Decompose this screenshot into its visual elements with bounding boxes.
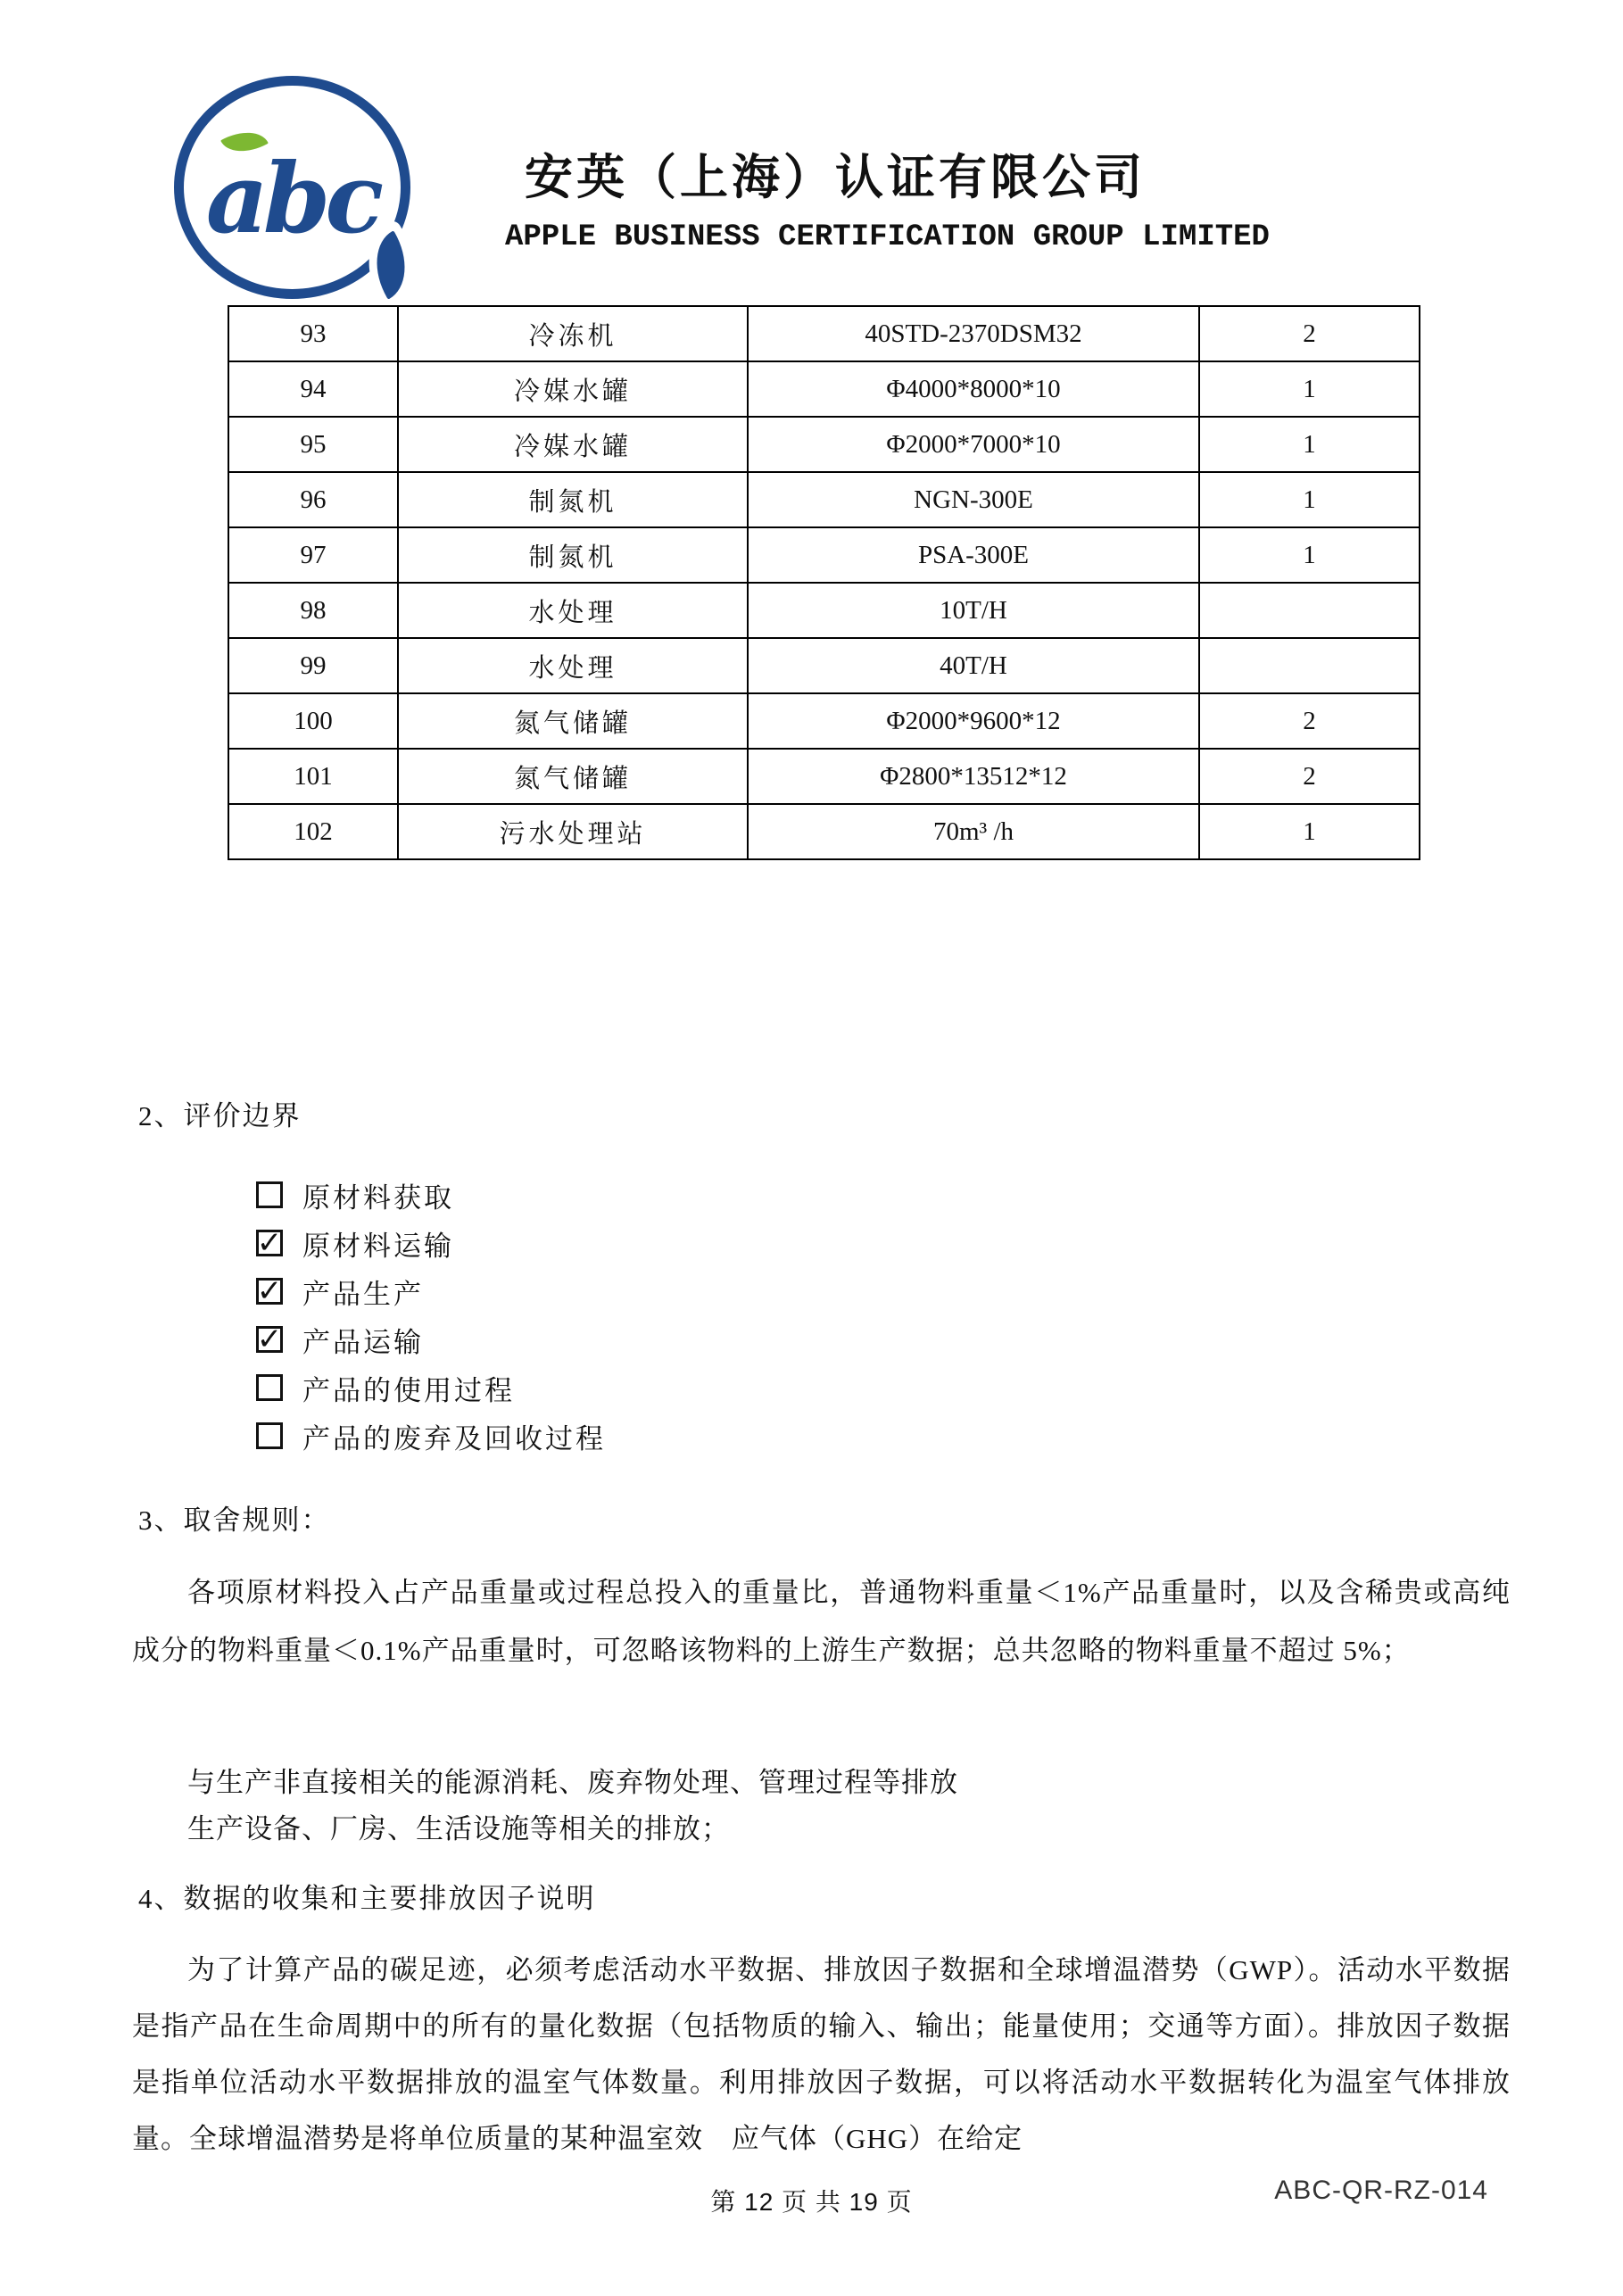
table-row [228,693,1420,749]
cell-index: 93 [228,306,398,361]
cell-quantity [1199,583,1420,638]
cell-model: 40STD-2370DSM32 [748,306,1199,361]
company-name-zh: 安英（上海）认证有限公司 [525,151,1146,204]
cell-name: 冷媒水罐 [398,417,748,472]
checkbox-checked-icon: ✓ [256,1322,283,1357]
cell-model: PSA-300E [748,527,1199,583]
checkbox-label: 原材料运输 [302,1230,454,1262]
cell-name: 氮气储罐 [398,749,748,804]
cell-name: 冷媒水罐 [398,361,748,417]
cell-index: 94 [228,361,398,417]
cell-name: 水处理 [398,638,748,693]
table-row [228,306,1420,361]
cell-index: 98 [228,583,398,638]
cell-index: 97 [228,527,398,583]
table-row [228,417,1420,472]
cell-quantity: 1 [1199,417,1420,472]
checkbox-unchecked-icon [256,1181,283,1208]
table-row [228,749,1420,804]
checkbox-label: 产品生产 [302,1278,424,1310]
equipment-table [228,305,1420,860]
cell-model: Φ2000*9600*12 [748,693,1199,749]
cell-name: 氮气储罐 [398,693,748,749]
document-code: ABC-QR-RZ-014 [1274,2176,1488,2205]
checkbox-item [256,1315,606,1364]
cell-model: NGN-300E [748,472,1199,527]
logo-text: abc [205,142,379,255]
cell-index: 102 [228,804,398,859]
cell-quantity: 1 [1199,361,1420,417]
cell-name: 冷冻机 [398,306,748,361]
cell-model: Φ4000*8000*10 [748,361,1199,417]
checkbox-label: 产品运输 [302,1326,424,1358]
cell-index: 100 [228,693,398,749]
cell-quantity: 1 [1199,472,1420,527]
cell-model: Φ2800*13512*12 [748,749,1199,804]
cell-name: 水处理 [398,583,748,638]
company-logo [174,76,410,299]
cell-quantity: 2 [1199,749,1420,804]
checkbox-unchecked-icon [256,1422,283,1449]
section-heading-cutoff: 3、取舍规则： [138,1504,331,1536]
cell-name: 制氮机 [398,527,748,583]
checkbox-item [256,1364,606,1412]
table-row [228,361,1420,417]
cell-quantity: 1 [1199,804,1420,859]
cutoff-note-line: 与生产非直接相关的能源消耗、废弃物处理、管理过程等排放 [187,1767,958,1798]
cell-index: 96 [228,472,398,527]
cell-quantity: 2 [1199,306,1420,361]
checkbox-label: 产品的使用过程 [302,1374,515,1406]
section-heading-data-collection: 4、数据的收集和主要排放因子说明 [138,1883,596,1914]
cell-index: 99 [228,638,398,693]
page-number: 第 12 页 共 19 页 [710,2188,913,2216]
checkbox-label: 原材料获取 [302,1181,454,1214]
cell-name: 制氮机 [398,472,748,527]
checkbox-item [256,1412,606,1460]
checkbox-item [256,1267,606,1315]
section-heading-boundary: 2、评价边界 [138,1100,302,1131]
checkbox-item [256,1171,606,1219]
cell-model: 10T/H [748,583,1199,638]
company-name-en: APPLE BUSINESS CERTIFICATION GROUP LIMITED [505,220,1270,254]
checkbox-checked-icon: ✓ [256,1273,283,1309]
table-row [228,527,1420,583]
cell-quantity: 1 [1199,527,1420,583]
cell-name: 污水处理站 [398,804,748,859]
cell-model: 40T/H [748,638,1199,693]
table-row [228,583,1420,638]
boundary-checkbox-list [256,1171,606,1460]
cell-quantity: 2 [1199,693,1420,749]
cell-index: 101 [228,749,398,804]
checkbox-label: 产品的废弃及回收过程 [302,1422,606,1455]
table-row [228,472,1420,527]
cutoff-paragraph: 各项原材料投入占产品重量或过程总投入的重量比，普通物料重量＜1%产品重量时，以及含稀贵或高纯成分的物料重量＜0.1%产品重量时，可忽略该物料的上游生产数据；总共忽略的物料重量不超过 5%； [132,1577,1511,1666]
cell-quantity [1199,638,1420,693]
checkbox-unchecked-icon [256,1374,283,1401]
table-row [228,638,1420,693]
cell-index: 95 [228,417,398,472]
checkbox-checked-icon: ✓ [256,1225,283,1261]
checkbox-item [256,1219,606,1267]
cell-model: 70m³ /h [748,804,1199,859]
data-collection-paragraph: 为了计算产品的碳足迹，必须考虑活动水平数据、排放因子数据和全球增温潜势（GWP）。活动水平数据是指产品在生命周期中的所有的量化数据（包括物质的输入、输出；能量使用；交通等方面）。排放因子数据是指单位活动水平数据排放的温室气体数量。利用排放因子数据，可以将活动水平数据转化为温室气体排放量。全球增温潜势是将单位质量的某种温室效 应气体（GHG）在给定 [132,1954,1511,2154]
table-row [228,804,1420,859]
cutoff-note-line: 生产设备、厂房、生活设施等相关的排放； [187,1813,730,1844]
cell-model: Φ2000*7000*10 [748,417,1199,472]
